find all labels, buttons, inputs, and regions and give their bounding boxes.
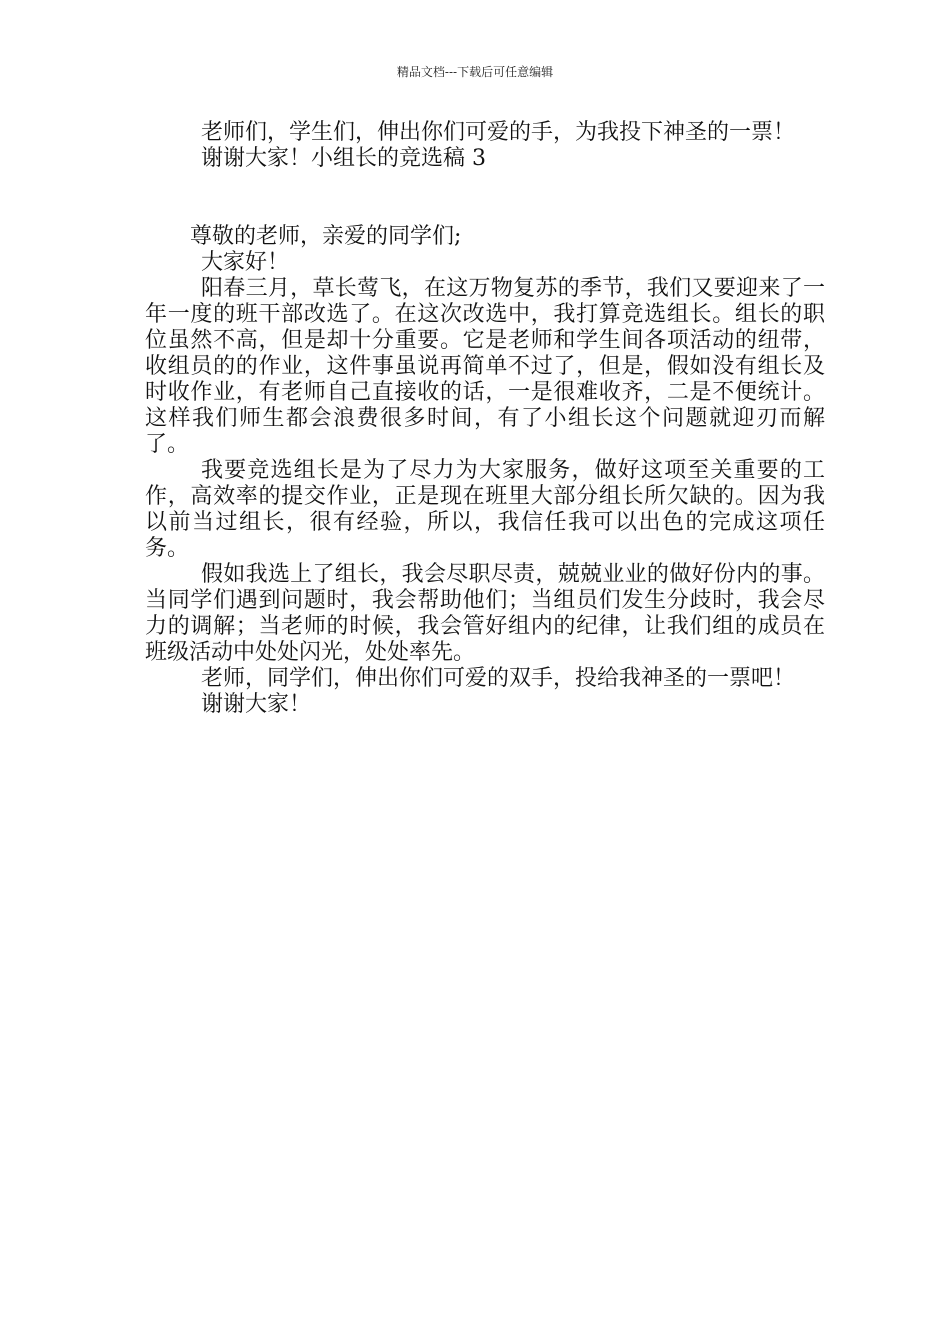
closing-line: 老师，同学们，伸出你们可爱的双手，投给我神圣的一票吧！ [201, 666, 796, 691]
greeting: 大家好！ [201, 250, 290, 275]
body-paragraph: 假如我选上了组长，我会尽职尽责，兢兢业业的做好份内的事。当同学们遇到问题时，我会帮助他们；当组员们发生分歧时，我会尽力的调解；当老师的时候，我会管好组内的纪律，让我们组的成员在班级活动中处处闪光，处处率先。 [145, 562, 825, 665]
salutation: 尊敬的老师，亲爱的同学们; [190, 224, 462, 249]
body-paragraph: 阳春三月，草长莺飞，在这万物复苏的季节，我们又要迎来了一年一度的班干部改选了。在这次改选中，我打算竞选组长。组长的职位虽然不高，但是却十分重要。它是老师和学生间各项活动的纽带，收组员的的作业，这件事虽说再简单不过了，但是，假如没有组长及时收作业，有老师自己直接收的话，一是很难收齐，二是不便统计。这样我们师生都会浪费很多时间，有了小组长这个问题就迎刃而解了。 [145, 276, 825, 457]
page-header: 精品文档---下载后可任意编辑 [396, 65, 554, 79]
body-paragraph: 我要竞选组长是为了尽力为大家服务，做好这项至关重要的工作，高效率的提交作业，正是现在班里大部分组长所欠缺的。因为我以前当过组长，很有经验，所以，我信任我可以出色的完成这项任务。 [145, 458, 825, 561]
closing-thanks: 谢谢大家！ [201, 692, 312, 717]
section-gap [145, 172, 825, 224]
document-body [145, 120, 825, 718]
closing-line-previous: 老师们，学生们，伸出你们可爱的手，为我投下神圣的一票！ [201, 120, 796, 145]
thanks-and-title-line: 谢谢大家！小组长的竞选稿 3 [201, 146, 486, 171]
